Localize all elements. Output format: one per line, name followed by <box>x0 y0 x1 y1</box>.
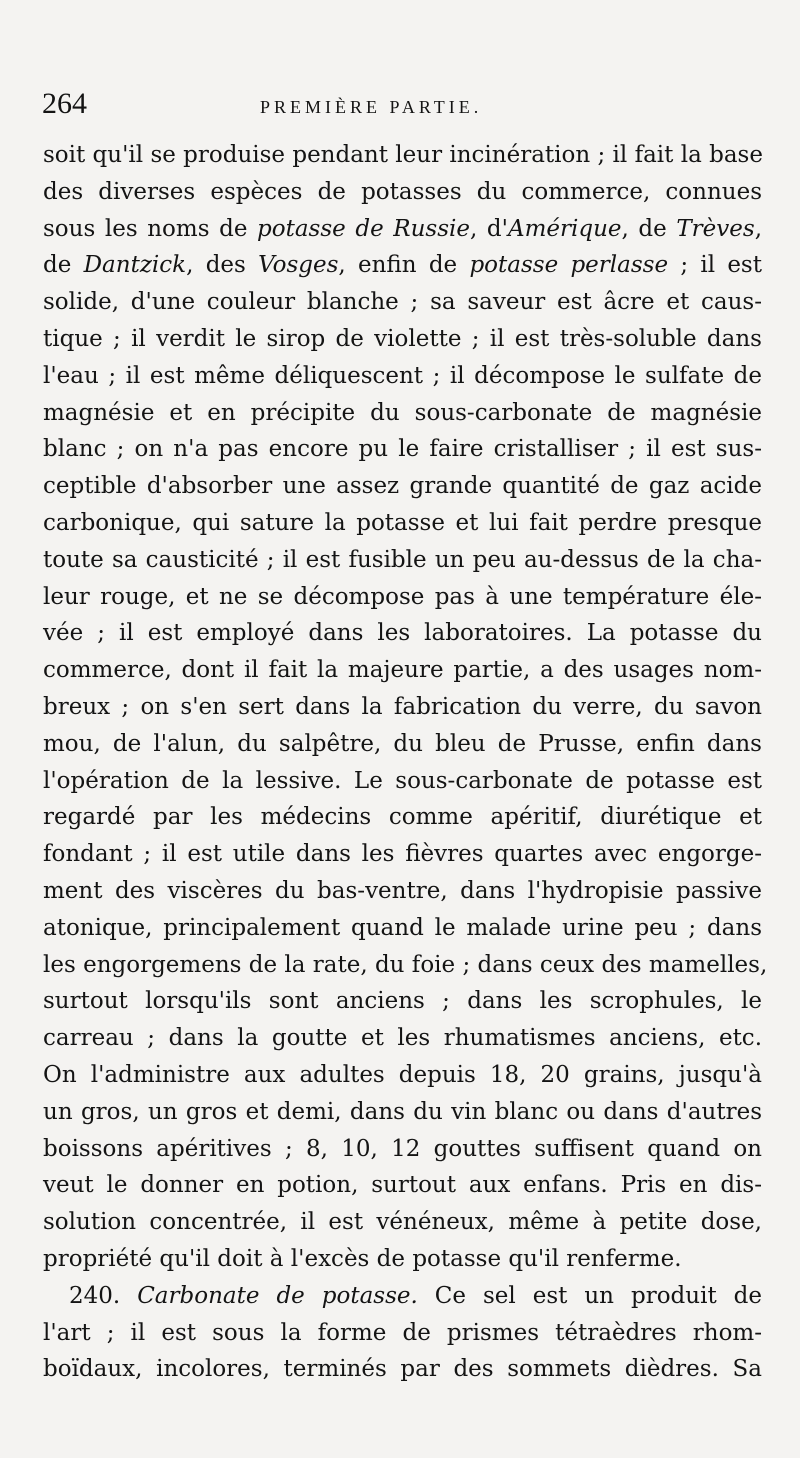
text-line <box>43 431 762 468</box>
text-line <box>43 947 768 984</box>
text-run: boïdaux, incolores, terminés par des sommets dièdres. Sa <box>43 1356 762 1383</box>
text-run: propriété qu'il doit à l'excès de potasse qu'il renferme. <box>43 1245 682 1272</box>
italic-text-run: Carbonate de potasse. <box>137 1282 418 1309</box>
text-run: sous les noms de <box>43 215 258 242</box>
text-line <box>43 137 762 174</box>
text-line <box>43 284 762 321</box>
text-line <box>43 1278 762 1315</box>
text-line <box>43 1315 762 1352</box>
text-run: solution concentrée, il est vénéneux, même à petite dose, <box>43 1209 762 1236</box>
text-run: soit qu'il se produise pendant leur incinération ; il fait la base <box>43 142 763 168</box>
text-line <box>43 652 762 689</box>
text-run: de <box>43 252 84 279</box>
text-line <box>43 247 762 284</box>
text-line <box>43 1241 762 1278</box>
text-run: , des <box>186 252 259 279</box>
text-run: magnésie et en précipite du sous-carbonate de magnésie <box>43 399 762 426</box>
text-run: regardé par les médecins comme apéritif, diurétique et <box>43 804 762 831</box>
text-run: des diverses espèces de potasses du commerce, connues <box>43 178 762 205</box>
text-line <box>43 1351 762 1388</box>
text-run: carbonique, qui sature la potasse et lui fait perdre presque <box>43 509 762 536</box>
text-run: surtout lorsqu'ils sont anciens ; dans les scrophules, le <box>43 988 762 1015</box>
text-line <box>43 542 762 579</box>
text-line <box>43 799 762 836</box>
italic-text-run: potasse perlasse <box>469 252 669 279</box>
text-run: mou, de l'alun, du salpêtre, du bleu de Prusse, enfin dans <box>43 730 762 757</box>
text-line <box>43 174 762 211</box>
text-run: boissons apéritives ; 8, 10, 12 gouttes suffisent quand on <box>43 1135 762 1162</box>
text-line <box>43 1020 762 1057</box>
body-text <box>43 137 768 1388</box>
text-line <box>43 395 762 432</box>
page-number: 264 <box>42 87 87 120</box>
text-line <box>43 505 762 542</box>
italic-text-run: Dantzick <box>83 252 187 279</box>
text-run: solide, d'une couleur blanche ; sa saveur est âcre et caus- <box>43 289 762 316</box>
text-line <box>43 579 762 616</box>
text-line <box>43 1131 762 1168</box>
text-run: tique ; il verdit le sirop de violette ; il est très-soluble dans <box>43 325 762 352</box>
text-run: , de <box>621 215 677 242</box>
italic-text-run: Vosges <box>258 252 339 279</box>
text-line <box>43 689 762 726</box>
text-line <box>43 1094 762 1131</box>
text-run: toute sa causticité ; il est fusible un peu au-dessus de la cha- <box>43 546 762 573</box>
text-run: Ce sel est un produit de <box>417 1282 762 1309</box>
text-run: un gros, un gros et demi, dans du vin blanc ou dans d'autres <box>43 1098 762 1125</box>
running-title: PREMIÈRE PARTIE. <box>260 97 483 117</box>
text-run: leur rouge, et ne se décompose pas à une température éle- <box>43 583 762 610</box>
text-run: fondant ; il est utile dans les fièvres quartes avec engorge- <box>43 841 762 868</box>
text-run: On l'administre aux adultes depuis 18, 20 grains, jusqu'à <box>43 1061 762 1088</box>
text-line <box>43 1204 762 1241</box>
page-header <box>42 84 762 132</box>
text-run: atonique, principalement quand le malade urine peu ; dans <box>43 914 762 941</box>
text-line <box>43 1167 762 1204</box>
text-run: commerce, dont il fait la majeure partie, a des usages nom- <box>43 657 762 684</box>
text-line <box>43 211 762 248</box>
text-run: l'eau ; il est même déliquescent ; il décompose le sulfate de <box>43 362 762 389</box>
text-run: ment des viscères du bas-ventre, dans l'hydropisie passive <box>43 877 762 904</box>
text-line <box>43 615 762 652</box>
text-line <box>43 321 762 358</box>
text-run: , enfin de <box>338 252 470 279</box>
italic-text-run: Trèves <box>676 215 755 242</box>
text-run: ; il est <box>668 252 762 279</box>
italic-text-run: Amérique <box>507 215 622 242</box>
text-run: les engorgemens de la rate, du foie ; dans ceux des mamelles, <box>43 951 768 978</box>
text-line <box>43 763 762 800</box>
text-line <box>43 468 762 505</box>
text-run: l'opération de la lessive. Le sous-carbonate de potasse est <box>43 767 762 794</box>
italic-text-run: potasse de Russie <box>257 215 471 242</box>
text-line <box>43 836 762 873</box>
text-line <box>43 910 762 947</box>
text-run: carreau ; dans la goutte et les rhumatismes anciens, etc. <box>43 1025 762 1052</box>
text-line <box>43 1057 762 1094</box>
text-line <box>43 873 762 910</box>
text-run: l'art ; il est sous la forme de prismes tétraèdres rhom- <box>43 1319 762 1346</box>
text-line <box>43 358 762 395</box>
text-line <box>43 726 762 763</box>
text-run: breux ; on s'en sert dans la fabrication du verre, du savon <box>43 693 762 720</box>
text-run: veut le donner en potion, surtout aux enfans. Pris en dis- <box>43 1172 762 1199</box>
text-run: vée ; il est employé dans les laboratoires. La potasse du <box>43 620 762 647</box>
text-run: blanc ; on n'a pas encore pu le faire cristalliser ; il est sus- <box>43 436 762 463</box>
text-run: , <box>754 215 763 242</box>
text-run: , d' <box>470 215 508 242</box>
text-line <box>43 983 762 1020</box>
text-run: 240. <box>69 1282 138 1309</box>
text-run: ceptible d'absorber une assez grande quantité de gaz acide <box>43 473 762 500</box>
